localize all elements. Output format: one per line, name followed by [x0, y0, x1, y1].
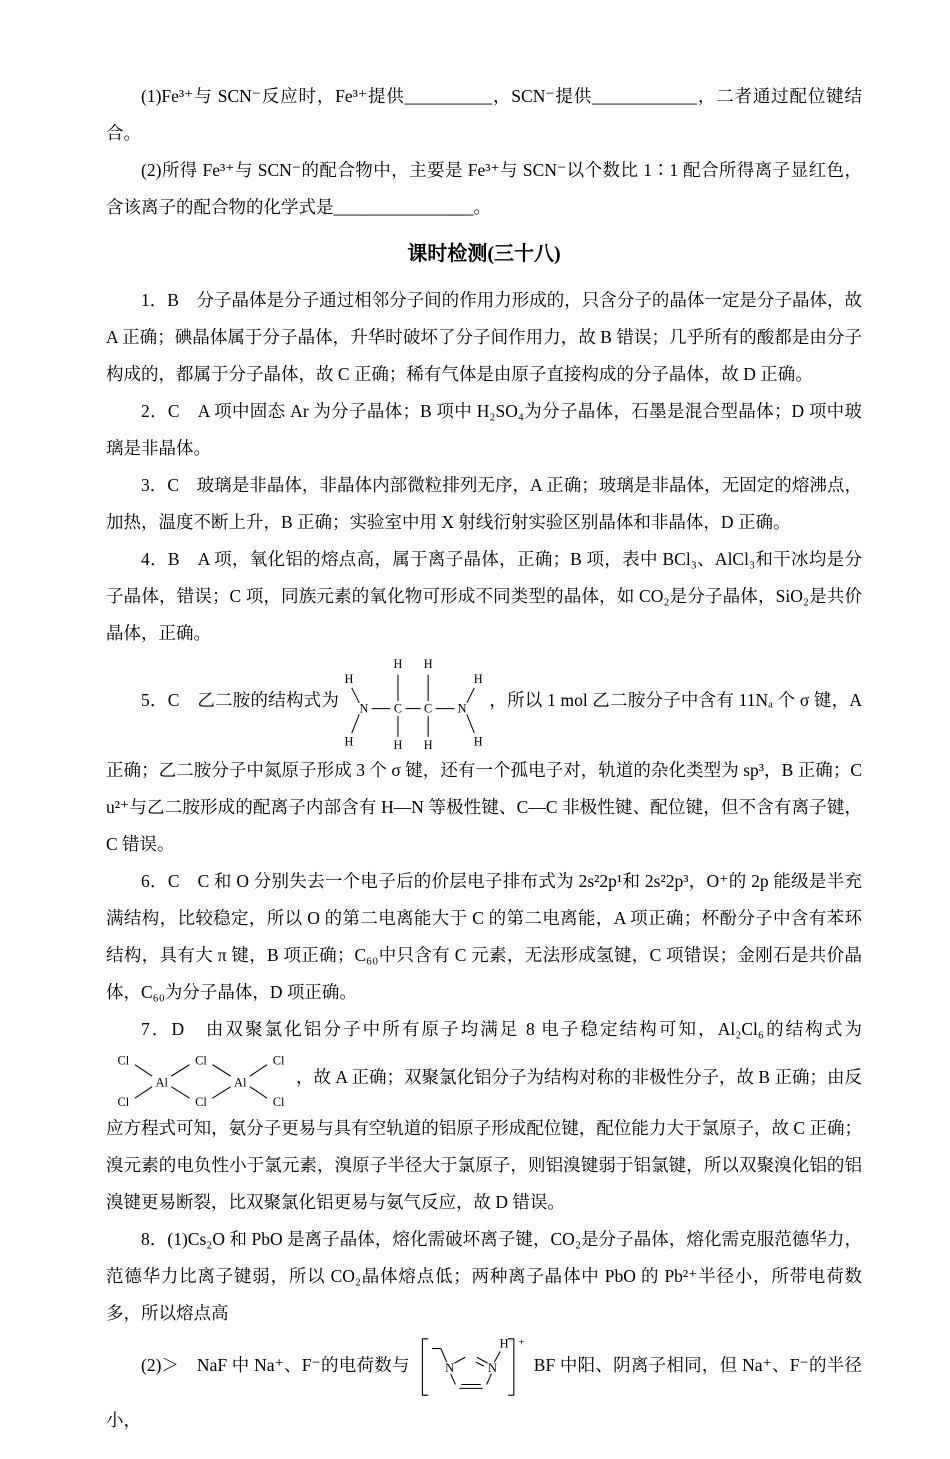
atom-label-al: Al — [155, 1075, 168, 1090]
imidazolium-structure — [414, 1332, 530, 1402]
atom-label-c: C — [394, 701, 403, 716]
imidazolium-structure-drawing — [414, 1332, 530, 1402]
atom-label-cl: Cl — [195, 1094, 207, 1109]
atom-label-n: N — [359, 701, 369, 716]
answer-item-1: 1．B 分子晶体是分子通过相邻分子间的作用力形成的，只含分子的晶体一定是分子晶体，故 A 正确；碘晶体属于分子晶体，升华时破坏了分子间作用力，故 B 错误；几乎所有的酸都是由分子构成的，都属于分子晶体，故 C 正确；稀有气体是由原子直接构成的分子晶体，故 D 正确。 — [106, 290, 862, 384]
atom-label-h: H — [423, 657, 433, 672]
atom-label-h: H — [423, 738, 433, 752]
atom-label-cl: Cl — [272, 1053, 285, 1068]
answer-item-2: 2．C A 项中固态 Ar 为分子晶体；B 项中 H₂SO₄为分子晶体，石墨是混合型晶体；D 项中玻璃是非晶体。 — [106, 401, 862, 458]
fill-in-line-2: (2)所得 Fe³⁺与 SCN⁻的配合物中，主要是 Fe³⁺与 SCN⁻以个数比 1∶1 配合所得离子显红色，含该离子的配合物的化学式是________________。 — [106, 160, 862, 217]
atom-label-cl: Cl — [117, 1053, 130, 1068]
atom-label-h: H — [344, 734, 354, 749]
ethylenediamine-structure — [343, 652, 485, 752]
item7-text-post: ，故 A 正确；双聚氯化铝分子为结构对称的非极性分子，故 B 正确；由反应方程式可知，氨分子更易与具有空轨道的铝原子形成配位键，配位能力大于氯原子，故 C 正确；溴元素的电负性小于氯元素，溴原子半径大于氯原子，则铝溴键弱于铝氯键，所以双聚溴化铝的铝溴键更易断裂，比双聚氯化铝更易与氨气反应，故 D 错误。 — [106, 1067, 862, 1212]
item7-text-pre: 7．D 由双聚氯化铝分子中所有原子均满足 8 电子稳定结构可知，Al₂Cl₆的结构式为 — [141, 1019, 862, 1039]
al2cl6-structure-drawing — [110, 1048, 292, 1110]
section-heading: 课时检测(三十八) — [407, 243, 561, 265]
answer-item-6: 6．C C 和 O 分别失去一个电子后的价层电子排布式为 2s²2p¹和 2s²2p³，O⁺的 2p 能级是半充满结构，比较稳定，所以 O 的第二电离能大于 C 的第二电离能，A 项正确；杯酚分子中含有苯环结构，具有大 π 键，B 项正确；C₆₀中只含有 C 元素，无法形成氢键，C 项错误；金刚石是共价晶体，C₆₀为分子晶体，D 项正确。 — [106, 871, 862, 1002]
atom-label-n: N — [457, 701, 467, 716]
atom-label-h: H — [499, 1336, 509, 1351]
item5-text-post: ，所以 1 mol 乙二胺分子中含有 11Nₐ 个 σ 键，A 正确；乙二胺分子中氮原子形成 3 个 σ 键，还有一个孤电子对，轨道的杂化类型为 sp³，B 正确；Cu²⁺与乙二胺形成的配离子内部含有 H—N 等极性键、C—C 非极性键、配位键，但不含有离子键，C 错误。 — [106, 690, 863, 854]
answer-item-8-1: 8．(1)Cs₂O 和 PbO 是离子晶体，熔化需破坏离子键，CO₂是分子晶体，熔化需克服范德华力，范德华力比离子键弱，所以 CO₂晶体熔点低；两种离子晶体中 PbO 的 Pb²⁺半径小，所带电荷数多，所以熔点高 — [106, 1229, 862, 1323]
atom-label-cl: Cl — [117, 1094, 130, 1109]
atom-label-n: N — [444, 1360, 454, 1375]
item8-2-text-post: BF 中阳、阴离子相同，但 Na⁺、F⁻的半径小， — [106, 1355, 862, 1430]
al2cl6-structure — [110, 1048, 292, 1110]
answer-item-5 — [106, 652, 862, 863]
atom-label-al: Al — [234, 1075, 247, 1090]
answer-item-8-2 — [106, 1332, 862, 1439]
atom-label-h: H — [473, 734, 483, 749]
fill-in-line-1: (1)Fe³⁺与 SCN⁻反应时，Fe³⁺提供__________，SCN⁻提供____________，二者通过配位键结合。 — [106, 86, 862, 143]
atom-label-h: H — [473, 672, 483, 687]
ethylenediamine-structure-drawing — [343, 652, 485, 752]
atom-label-n: N — [487, 1360, 497, 1375]
item8-2-text-pre: (2)＞ NaF 中 Na⁺、F⁻的电荷数与 — [141, 1355, 410, 1376]
atom-label-c: C — [424, 701, 433, 716]
atom-label-h: H — [393, 738, 403, 752]
cation-charge-plus: + — [518, 1336, 525, 1349]
answer-item-7 — [106, 1011, 862, 1221]
item5-text-pre: 5．C 乙二胺的结构式为 — [141, 690, 340, 711]
atom-label-h: H — [344, 672, 354, 687]
answer-item-3: 3．C 玻璃是非晶体，非晶体内部微粒排列无序，A 正确；玻璃是非晶体，无固定的熔沸点，加热，温度不断上升，B 正确；实验室中用 X 射线衍射实验区别晶体和非晶体，D 正确。 — [106, 475, 862, 532]
atom-label-cl: Cl — [272, 1094, 285, 1109]
atom-label-cl: Cl — [195, 1053, 207, 1068]
atom-label-h: H — [393, 657, 403, 672]
answer-item-4: 4．B A 项，氧化铝的熔点高，属于离子晶体，正确；B 项，表中 BCl₃、AlCl₃和干冰均是分子晶体，错误；C 项，同族元素的氧化物可形成不同类型的晶体，如 CO₂是分子晶体，SiO₂是共价晶体，正确。 — [106, 549, 862, 643]
